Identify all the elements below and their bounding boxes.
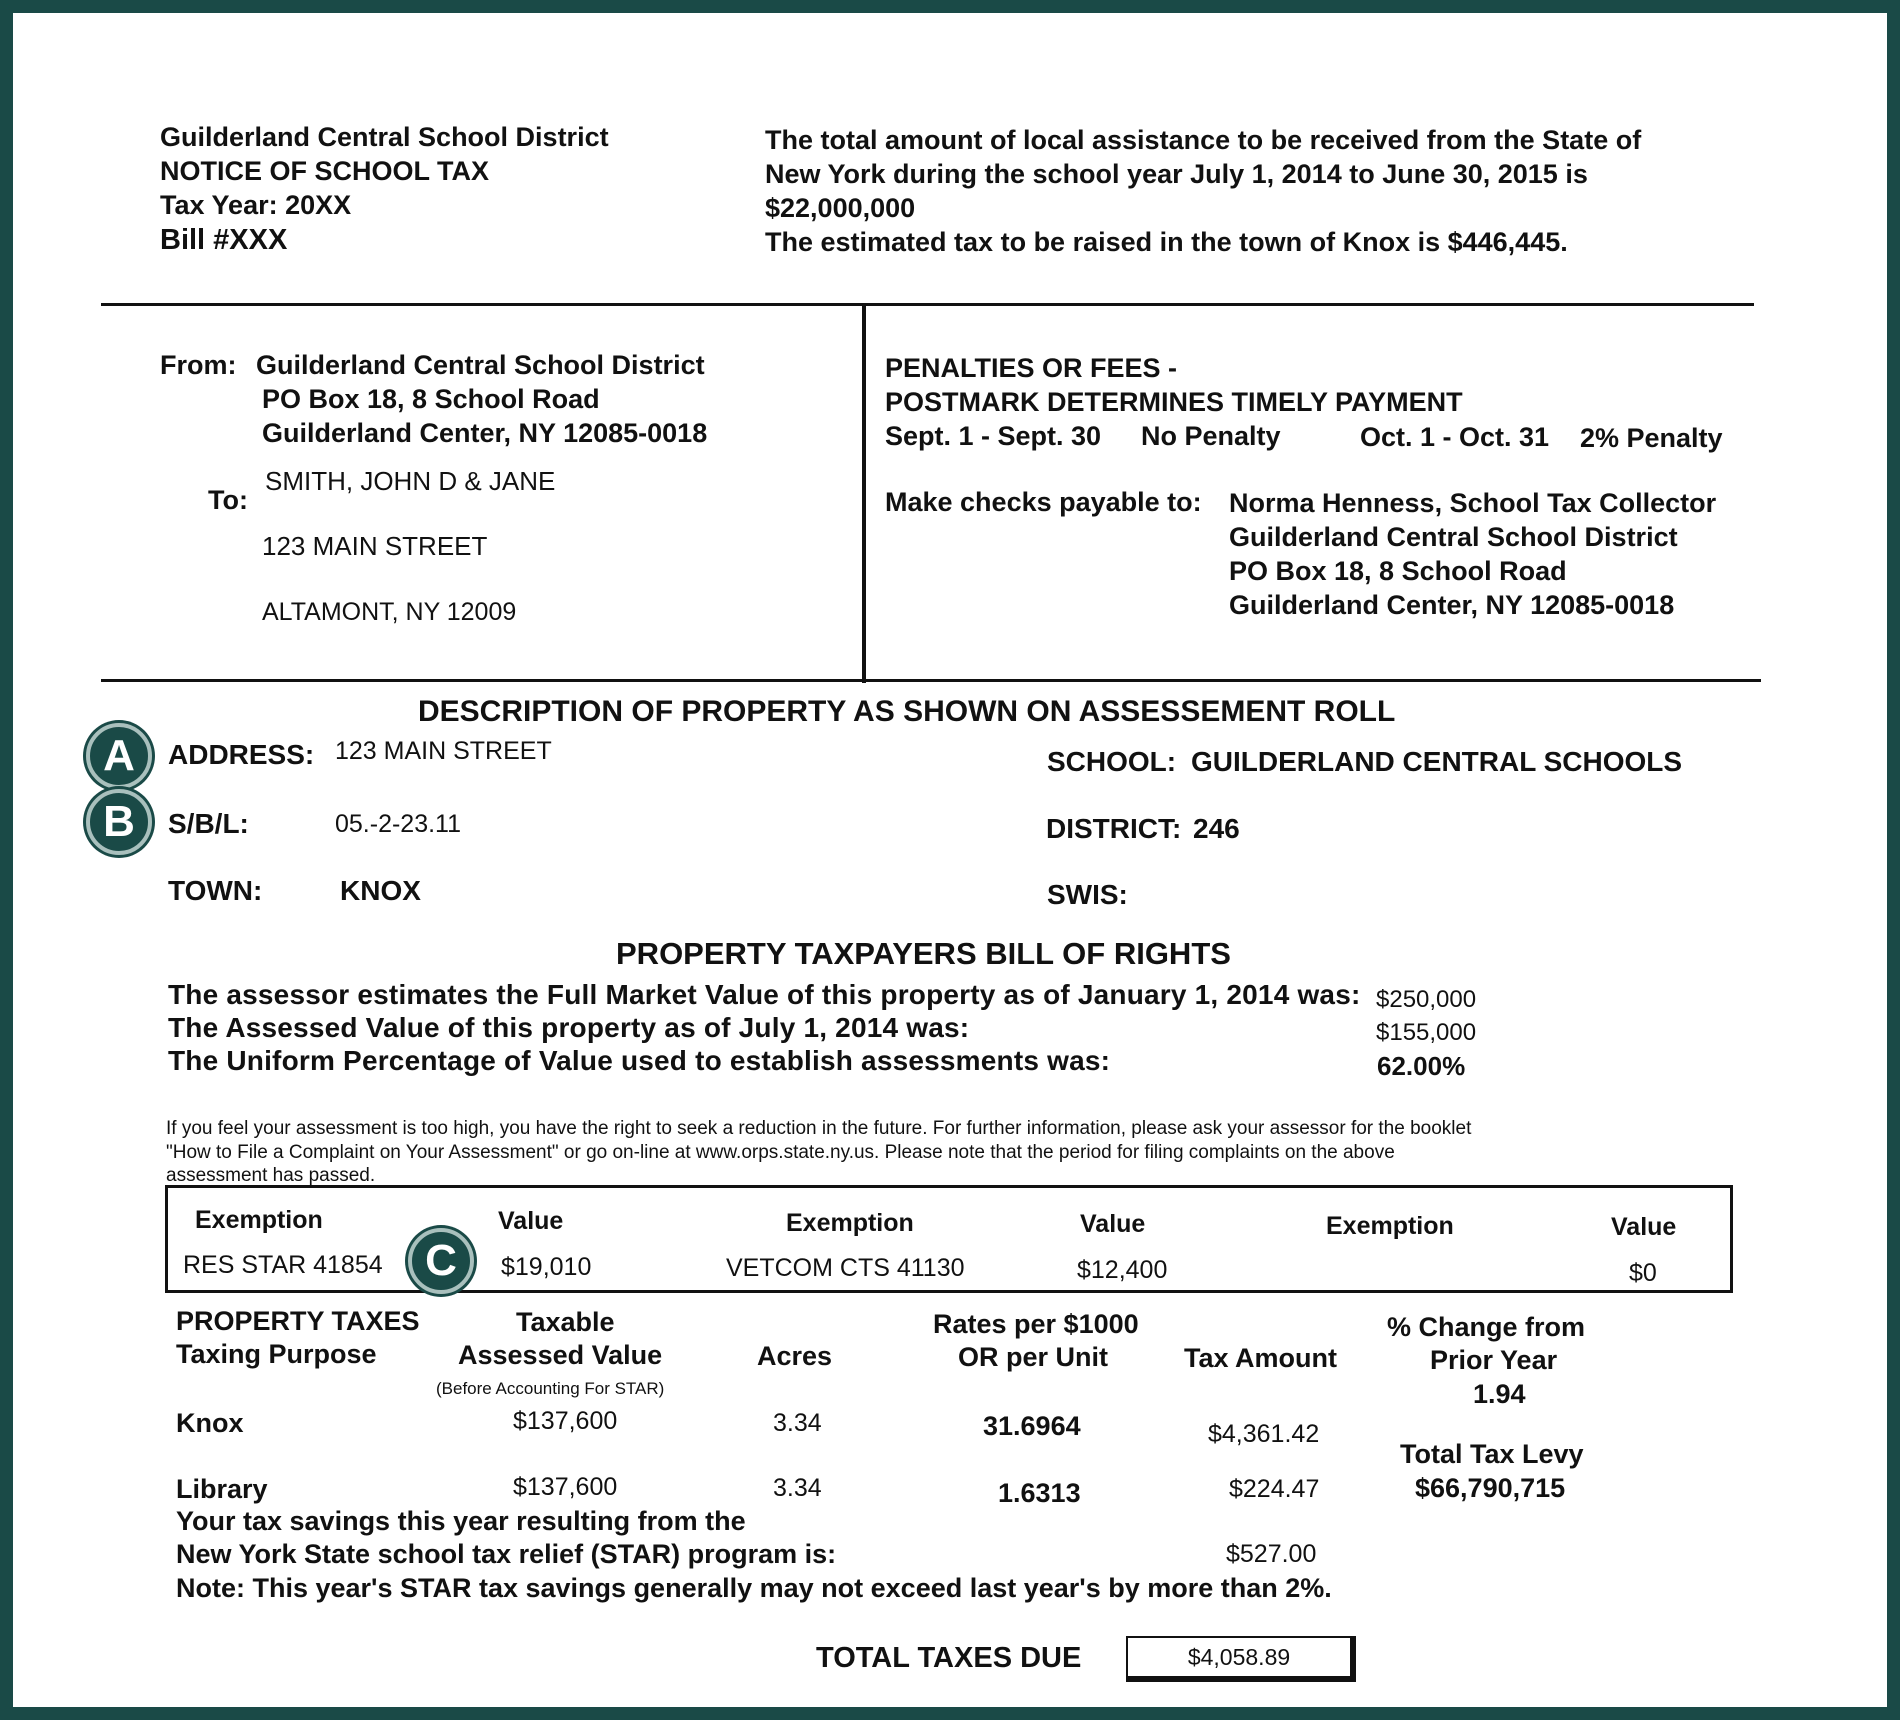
percent-change: 1.94	[1473, 1379, 1526, 1409]
taxes-header-amount: Tax Amount	[1184, 1343, 1337, 1373]
assessed-value: $155,000	[1376, 1019, 1477, 1046]
exemption-header-3: Exemption	[1326, 1212, 1454, 1240]
tax-row-amount: $4,361.42	[1208, 1420, 1320, 1448]
total-tax-levy: $66,790,715	[1415, 1473, 1566, 1503]
payee-line-4: Guilderland Center, NY 12085-0018	[1229, 590, 1675, 620]
assessed-value-text: The Assessed Value of this property as of July 1, 2014 was:	[168, 1012, 970, 1043]
tax-row-rate: 31.6964	[983, 1411, 1081, 1441]
taxes-header-purpose-2: Taxing Purpose	[176, 1339, 377, 1369]
value-header-1: Value	[498, 1207, 564, 1235]
district-label: DISTRICT:	[1046, 813, 1182, 844]
taxes-header-taxable-1: Taxable	[516, 1307, 615, 1337]
exemption-header-2: Exemption	[786, 1209, 914, 1237]
taxes-header-taxable-3: (Before Accounting For STAR)	[436, 1379, 665, 1398]
penalty-period-2: Oct. 1 - Oct. 31	[1360, 422, 1550, 452]
star-savings-amount: $527.00	[1226, 1540, 1317, 1568]
assistance-amount: $22,000,000	[765, 193, 916, 223]
star-savings-line-1: Your tax savings this year resulting from the	[176, 1506, 746, 1536]
penalty-2: 2% Penalty	[1580, 423, 1723, 453]
district-value: 246	[1193, 813, 1240, 844]
recipient-street: 123 MAIN STREET	[262, 531, 488, 561]
payee-line-1: Norma Henness, School Tax Collector	[1229, 488, 1717, 518]
star-savings-line-2: New York State school tax relief (STAR) program is:	[176, 1539, 837, 1569]
tax-row-rate: 1.6313	[998, 1478, 1081, 1508]
uniform-percentage: 62.00%	[1377, 1051, 1466, 1081]
address-label: ADDRESS:	[168, 739, 315, 770]
value-header-2: Value	[1080, 1210, 1146, 1238]
exemption-value-3: $0	[1629, 1259, 1657, 1287]
taxes-header-acres: Acres	[757, 1341, 833, 1371]
tax-bill-page	[13, 13, 1887, 1707]
exemption-value-1: $19,010	[501, 1253, 592, 1281]
bill-of-rights-title: PROPERTY TAXPAYERS BILL OF RIGHTS	[616, 936, 1231, 971]
tax-row-purpose: Library	[176, 1474, 268, 1504]
divider-middle	[101, 679, 1761, 682]
estimated-tax: The estimated tax to be raised in the town of Knox is $446,445.	[765, 227, 1568, 257]
total-taxes-due-label: TOTAL TAXES DUE	[816, 1642, 1082, 1674]
assistance-line-2: New York during the school year July 1, 2014 to June 30, 2015 is	[765, 159, 1588, 189]
penalty-period-1: Sept. 1 - Sept. 30	[885, 421, 1102, 451]
star-savings-note: Note: This year's STAR tax savings generally may not exceed last year's by more than 2%.	[176, 1573, 1332, 1603]
tax-row-purpose: Knox	[176, 1408, 244, 1438]
exemption-1: RES STAR 41854	[183, 1251, 383, 1279]
exemption-2: VETCOM CTS 41130	[726, 1254, 965, 1282]
exemption-header-1: Exemption	[195, 1206, 323, 1234]
divider-vertical	[862, 305, 866, 683]
sbl-value: 05.-2-23.11	[335, 810, 462, 838]
recipient-city: ALTAMONT, NY 12009	[262, 598, 517, 626]
total-tax-levy-label: Total Tax Levy	[1400, 1439, 1584, 1469]
taxes-header-rates-1: Rates per $1000	[933, 1309, 1139, 1339]
assistance-line-1: The total amount of local assistance to be received from the State of	[765, 125, 1642, 155]
penalty-1: No Penalty	[1141, 421, 1281, 451]
tax-row-acres: 3.34	[773, 1474, 822, 1502]
sbl-label: S/B/L:	[168, 808, 249, 839]
taxes-header-change-1: % Change from	[1387, 1312, 1586, 1342]
recipient-name: SMITH, JOHN D & JANE	[265, 466, 556, 496]
from-label: From:	[160, 350, 237, 380]
from-line-2: PO Box 18, 8 School Road	[262, 384, 600, 414]
district-name: Guilderland Central School District	[160, 122, 609, 152]
tax-row-taxable: $137,600	[513, 1473, 618, 1501]
marker-c-badge: C	[408, 1228, 474, 1294]
property-section-title: DESCRIPTION OF PROPERTY AS SHOWN ON ASSESSEMENT ROLL	[418, 695, 1396, 728]
town-value: KNOX	[340, 875, 421, 906]
total-taxes-due: $4,058.89	[1126, 1636, 1356, 1682]
school-value: GUILDERLAND CENTRAL SCHOOLS	[1191, 746, 1683, 777]
divider-top	[101, 303, 1754, 306]
bill-number: Bill #XXX	[160, 224, 288, 256]
address-value: 123 MAIN STREET	[335, 737, 552, 765]
notice-title: NOTICE OF SCHOOL TAX	[160, 156, 490, 186]
marker-b-badge: B	[86, 789, 152, 855]
full-market-value-text: The assessor estimates the Full Market Value of this property as of January 1, 2014 was:	[168, 979, 1361, 1010]
value-header-3: Value	[1611, 1213, 1677, 1241]
payee-line-2: Guilderland Central School District	[1229, 522, 1678, 552]
taxes-header-change-2: Prior Year	[1430, 1345, 1558, 1375]
taxes-header-rates-2: OR per Unit	[958, 1342, 1109, 1372]
penalties-title: PENALTIES OR FEES -	[885, 353, 1178, 383]
complaint-note-line-1: If you feel your assessment is too high, you have the right to seek a reduction in the future. For further information, please ask your assessor for the booklet	[166, 1118, 1472, 1139]
school-label: SCHOOL:	[1047, 746, 1177, 777]
swis-label: SWIS:	[1047, 879, 1128, 910]
tax-row-amount: $224.47	[1229, 1475, 1320, 1503]
postmark-title: POSTMARK DETERMINES TIMELY PAYMENT	[885, 387, 1463, 417]
tax-row-taxable: $137,600	[513, 1407, 618, 1435]
tax-year: Tax Year: 20XX	[160, 190, 352, 220]
full-market-value: $250,000	[1376, 986, 1477, 1013]
complaint-note-line-2: "How to File a Complaint on Your Assessment" or go on-line at www.orps.state.ny.us. Please note that the period for filing complaints on the above	[166, 1142, 1395, 1163]
uniform-percentage-text: The Uniform Percentage of Value used to establish assessments was:	[168, 1045, 1111, 1076]
tax-row-acres: 3.34	[773, 1409, 822, 1437]
town-label: TOWN:	[168, 875, 263, 906]
exemption-value-2: $12,400	[1077, 1256, 1168, 1284]
taxes-header-purpose-1: PROPERTY TAXES	[176, 1306, 420, 1336]
payee-line-3: PO Box 18, 8 School Road	[1229, 556, 1567, 586]
to-label: To:	[208, 485, 248, 515]
from-line-3: Guilderland Center, NY 12085-0018	[262, 418, 708, 448]
from-line-1: Guilderland Central School District	[256, 350, 705, 380]
payable-label: Make checks payable to:	[885, 487, 1202, 517]
taxes-header-taxable-2: Assessed Value	[458, 1340, 663, 1370]
complaint-note-line-3: assessment has passed.	[166, 1165, 376, 1186]
marker-a-badge: A	[86, 723, 152, 789]
